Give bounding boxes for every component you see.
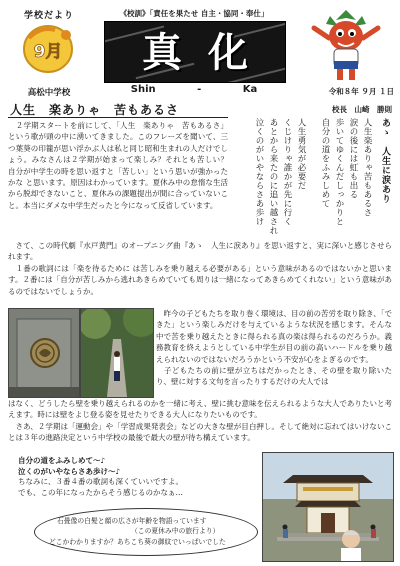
- stairway-image: [81, 309, 153, 397]
- heading-divider: [8, 117, 228, 118]
- lyrics-line: 自分の道をふみしめて: [320, 118, 330, 208]
- school-motto: 《校訓》「責任を果たせ 自主・協同・奉仕」: [119, 9, 269, 18]
- photo-stairway: [80, 308, 154, 398]
- caption-line: （この夏休み中の旅行より）: [131, 527, 220, 535]
- photo-stone-lantern: [8, 308, 80, 398]
- issue-date: 令和８年 ９月 １日: [328, 87, 394, 96]
- school-name: 高松中学校: [27, 88, 71, 98]
- title-reading: Shin - Ka: [130, 84, 258, 95]
- body-paragraph: さて、この時代劇『水戸黄門』のオープニング曲『あゝ 人生に涙あり』を思い返すと、実に深いと感じさせられます。 １番の歌詞には「楽を待るために は苦しみを乗り越える必要がある」という意味があるのではないかと思います。２番には「自分が苦しみから逃れあきらめていても周りは一緒になってあきらめてくれない」という意味があるのではないでしょうか。: [8, 241, 392, 296]
- photo-caption-bubble: [34, 508, 258, 556]
- newsletter-title: 真化: [142, 29, 274, 76]
- header-left: [8, 8, 90, 100]
- intro-paragraph: ２学期スタートを前にして、「人生 楽ありゃ 苦もあるさ」という歌が頭の中に湧いてきました。このフレーズを聞いて、三つ葉葵の印籠が思い浮かぶ人は私と同じ昭和生まれの人だけでしょう。みなさんは２学期が始まって楽しみ？それとも苦しい？ 自分が中学生の時を思い返すと「苦しい」という思いが強かったかな と思います。原因はわかっています。夏休み中の怠惰な生活から脱却できないこと、夏休みの課題提出が間に合っていないこと。本当にダメな中学生だったと今になって反省しています。: [8, 121, 236, 210]
- lyrics-line: 人生楽ありゃ苦もあるさ: [362, 118, 372, 217]
- lyrics-line: 人生勇気が必要だ: [296, 118, 306, 190]
- lyrics-line: 歩いてゆくんだしっかりと: [334, 118, 344, 226]
- mascot-illustration: [300, 6, 392, 84]
- body-paragraph: 昨今の子どもたちを取り巻く環境は、目の前の苦労を取り除き、「できた」という楽しみだけを与えているような状況を感じます。そんな中で苦を乗り越えたときに得られる真の楽は得られるのだろうか。義務教育を終えようとしている中学生が目の前の高いハードルを乗り越えられないのではないだろうかという不安が心をよぎるのです。 子どもたちの前に壁が立ちはだかったとき、その壁を取り除いたり、壁に対する文句を言ったりするだけの大人では: [156, 309, 392, 387]
- shrine-gate-image: [263, 453, 393, 561]
- lyrics-line: くじけりゃ誰かが先に行く: [282, 118, 292, 226]
- closing-lines: [18, 456, 258, 498]
- article-heading: 人生 楽ありゃ 苦もあるさ: [10, 103, 180, 117]
- lyrics-title: あゝ 人生に涙あり: [380, 118, 390, 204]
- newsletter-label: 学校だより: [23, 11, 74, 21]
- caption-line: 石畳像の白髪と顔の広さが年齢を物語っています: [57, 517, 207, 525]
- closing-lyrics: 自分の道をふみしめて～♪ 泣くのがいやならさあ歩け～♪: [18, 456, 121, 476]
- lyrics-line: 泣くのがいやならさあ歩け: [254, 118, 264, 226]
- title-board: [104, 21, 286, 83]
- masthead: [98, 8, 290, 102]
- lyrics-vertical: [234, 118, 394, 238]
- body-paragraph: はなく、どうしたら壁を乗り越えられるのかを一緒に考え、壁に挑む意味を伝えられるような大人でありたいと考えます。時には壁をよじ登る姿を見せたりできる大人になりたいものです。 さあ、２学期は「運動会」や「学習成果発表会」などの大きな壁が目白押し。そして絶対に忘れてはいけないことは３年の進路決定という中学校の最後で最大の壁が待ち構えています。: [8, 399, 392, 443]
- lyrics-line: 涙の後には虹も出る: [348, 118, 358, 199]
- mascot-icon: [300, 6, 392, 84]
- stone-lantern-image: [9, 309, 79, 397]
- month-badge: [21, 22, 75, 74]
- lyrics-line: あとから来たのに追い越され: [268, 118, 278, 235]
- month-badge-graphic: [21, 22, 75, 74]
- month-text: 9月: [33, 42, 63, 62]
- photo-shrine-gate: [262, 452, 394, 562]
- caption-line: どこかわかりますか？あちこち葵の御紋でいっぱいでした: [49, 538, 226, 546]
- author-name: 校長 山崎 勝則: [332, 105, 392, 114]
- closing-remark: ちなみに、３番４番の歌詞も深くていいですよ。 でも、この年になったからそう感じるのかなぁ…: [18, 477, 183, 497]
